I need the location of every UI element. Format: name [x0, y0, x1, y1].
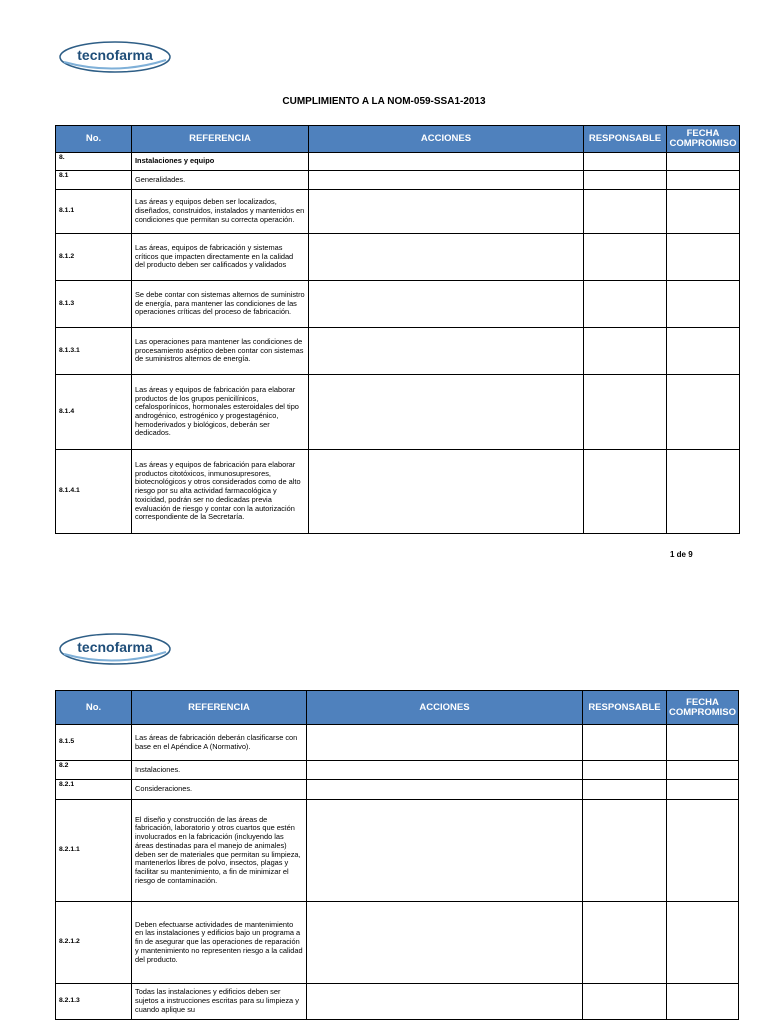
- row-referencia: Las áreas y equipos deben ser localizados, diseñados, construidos, instalados y mantenidos en condiciones que permitan su correcta operación.: [132, 190, 309, 234]
- row-referencia: El diseño y construcción de las áreas de fabricación, laboratorio y otros cuartos que estén involucrados en la fabricación (incluyendo las áreas destinadas para el manejo de animales) deben ser de materiales que permitan su limpieza, mantenerlos libres de polvo, insectos, plagas y facilitar su mantenimiento, a fin de minimizar el riesgo de contaminación.: [132, 800, 307, 902]
- tecnofarma-logo: [58, 40, 172, 74]
- svg-text:tecnofarma: tecnofarma: [77, 47, 153, 63]
- table-row: [56, 171, 740, 190]
- row-responsable[interactable]: [584, 153, 667, 171]
- row-fecha[interactable]: [667, 171, 740, 190]
- row-referencia: Las áreas, equipos de fabricación y sistemas críticos que impacten directamente en la calidad del producto deben ser calificados y validados: [132, 234, 309, 281]
- row-acciones[interactable]: [309, 375, 584, 450]
- row-acciones[interactable]: [307, 984, 583, 1020]
- row-fecha[interactable]: [667, 190, 740, 234]
- header-responsable: RESPONSABLE: [583, 691, 667, 725]
- row-number: 8.2: [56, 761, 132, 780]
- header-responsable: RESPONSABLE: [584, 126, 667, 153]
- row-responsable[interactable]: [584, 328, 667, 375]
- row-fecha[interactable]: [667, 375, 740, 450]
- table-row: [56, 375, 740, 450]
- row-number: 8.1.3.1: [56, 328, 132, 375]
- row-acciones[interactable]: [309, 450, 584, 534]
- row-acciones[interactable]: [307, 800, 583, 902]
- row-referencia: Deben efectuarse actividades de mantenimiento en las instalaciones y edificios bajo un programa a fin de asegurar que las operaciones de reparación y mantenimiento no representen riesgo a la calidad del producto.: [132, 902, 307, 984]
- row-number: 8.2.1.3: [56, 984, 132, 1020]
- header-referencia: REFERENCIA: [132, 691, 307, 725]
- row-referencia: Las áreas y equipos de fabricación para elaborar productos de los grupos penicilínicos, cefalosporínicos, hormonales esteroidales del tipo androgénico, estrogénico y progestagénico, hemoderivados y biológicos, deberán ser dedicados.: [132, 375, 309, 450]
- table-row: [56, 761, 739, 780]
- table-row: [56, 725, 739, 761]
- row-number: 8.1.4: [56, 375, 132, 450]
- header-referencia: REFERENCIA: [132, 126, 309, 153]
- row-acciones[interactable]: [309, 171, 584, 190]
- table-row: [56, 800, 739, 902]
- row-number: 8.1.4.1: [56, 450, 132, 534]
- row-responsable[interactable]: [583, 984, 667, 1020]
- row-fecha[interactable]: [667, 761, 739, 780]
- row-acciones[interactable]: [307, 725, 583, 761]
- row-referencia: Las áreas y equipos de fabricación para elaborar productos citotóxicos, inmunosupresores, biotecnológicos y otros considerados como de alto riesgo por su alta actividad farmacológica y toxicidad, podrán ser no dedicadas previa evaluación de riesgo y contar con la autorización correspondiente de la Secretaría.: [132, 450, 309, 534]
- row-referencia: Las áreas de fabricación deberán clasificarse con base en el Apéndice A (Normativo).: [132, 725, 307, 761]
- row-referencia: Las operaciones para mantener las condiciones de procesamiento aséptico deben contar con sistemas de suministros alternos de energía.: [132, 328, 309, 375]
- table-row: [56, 234, 740, 281]
- table-row: [56, 780, 739, 800]
- table-row: [56, 984, 739, 1020]
- row-fecha[interactable]: [667, 984, 739, 1020]
- row-responsable[interactable]: [584, 281, 667, 328]
- row-fecha[interactable]: [667, 234, 740, 281]
- row-acciones[interactable]: [307, 761, 583, 780]
- row-referencia: Generalidades.: [132, 171, 309, 190]
- row-number: 8.2.1.2: [56, 902, 132, 984]
- row-fecha[interactable]: [667, 800, 739, 902]
- row-fecha[interactable]: [667, 725, 739, 761]
- table-row: [56, 190, 740, 234]
- row-responsable[interactable]: [584, 375, 667, 450]
- svg-text:tecnofarma: tecnofarma: [77, 639, 153, 655]
- row-responsable[interactable]: [584, 234, 667, 281]
- row-acciones[interactable]: [309, 153, 584, 171]
- row-number: 8.1.5: [56, 725, 132, 761]
- row-referencia: Todas las instalaciones y edificios deben ser sujetos a instrucciones escritas para su limpieza y cuando aplique su: [132, 984, 307, 1020]
- row-acciones[interactable]: [309, 234, 584, 281]
- row-responsable[interactable]: [583, 725, 667, 761]
- row-acciones[interactable]: [309, 190, 584, 234]
- page-number: 1 de 9: [670, 550, 693, 559]
- header-acciones: ACCIONES: [307, 691, 583, 725]
- row-number: 8.2.1.1: [56, 800, 132, 902]
- row-number: 8.1.3: [56, 281, 132, 328]
- row-responsable[interactable]: [583, 902, 667, 984]
- header-no: No.: [56, 691, 132, 725]
- table-row: [56, 281, 740, 328]
- row-number: 8.1.1: [56, 190, 132, 234]
- row-responsable[interactable]: [583, 761, 667, 780]
- row-number: 8.: [56, 153, 132, 171]
- table-row: [56, 450, 740, 534]
- tecnofarma-logo: [58, 632, 172, 666]
- row-referencia: Instalaciones.: [132, 761, 307, 780]
- row-acciones[interactable]: [307, 902, 583, 984]
- row-fecha[interactable]: [667, 281, 740, 328]
- row-number: 8.1.2: [56, 234, 132, 281]
- row-responsable[interactable]: [583, 800, 667, 902]
- header-no: No.: [56, 126, 132, 153]
- row-fecha[interactable]: [667, 328, 740, 375]
- row-responsable[interactable]: [584, 450, 667, 534]
- row-fecha[interactable]: [667, 902, 739, 984]
- row-acciones[interactable]: [307, 780, 583, 800]
- row-responsable[interactable]: [584, 190, 667, 234]
- row-number: 8.1: [56, 171, 132, 190]
- row-referencia: Instalaciones y equipo: [132, 153, 309, 171]
- row-referencia: Se debe contar con sistemas alternos de suministro de energía, para mantener las condiciones de las operaciones críticas del proceso de fabricación.: [132, 281, 309, 328]
- table-row: [56, 153, 740, 171]
- row-number: 8.2.1: [56, 780, 132, 800]
- row-responsable[interactable]: [584, 171, 667, 190]
- row-fecha[interactable]: [667, 153, 740, 171]
- header-fecha-compromiso: FECHA COMPROMISO: [667, 691, 739, 725]
- header-acciones: ACCIONES: [309, 126, 584, 153]
- row-referencia: Consideraciones.: [132, 780, 307, 800]
- table-row: [56, 328, 740, 375]
- compliance-table-page-1: [55, 125, 740, 534]
- document-title: CUMPLIMIENTO A LA NOM-059-SSA1-2013: [282, 96, 486, 107]
- row-responsable[interactable]: [583, 780, 667, 800]
- row-fecha[interactable]: [667, 450, 740, 534]
- row-acciones[interactable]: [309, 328, 584, 375]
- row-acciones[interactable]: [309, 281, 584, 328]
- table-row: [56, 902, 739, 984]
- row-fecha[interactable]: [667, 780, 739, 800]
- compliance-table-page-2: [55, 690, 739, 1020]
- header-fecha-compromiso: FECHA COMPROMISO: [667, 126, 740, 153]
